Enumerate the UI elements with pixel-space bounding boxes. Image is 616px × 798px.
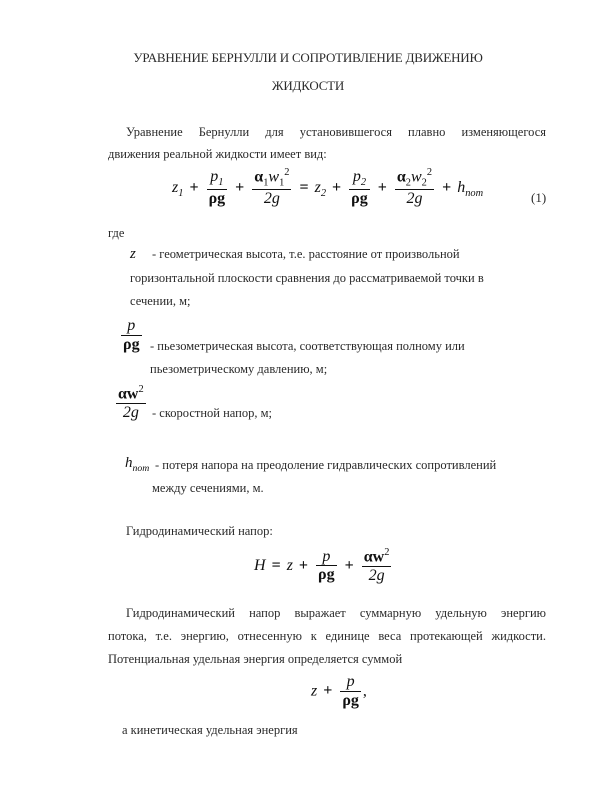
where-label: где	[108, 226, 125, 240]
def-velocity-line-1: - скоростной напор, м;	[152, 406, 272, 420]
eq1-velocity-head-1: $\frac{\alpha_1w_1^2}{2g}$	[254, 167, 290, 208]
def-velocity-symbol: $\frac{\alpha w^2}{2g}$	[118, 384, 144, 422]
hydro-head-label: Гидродинамический напор:	[126, 524, 273, 538]
bernoulli-equation	[172, 168, 483, 208]
def-z-line-2: горизонтальной плоскости сравнения до рассматриваемой точки в	[130, 271, 484, 285]
def-z-line-3: сечении, м;	[130, 294, 191, 308]
equation-number: (1)	[531, 190, 547, 205]
eq1-z2: $z_2$	[314, 178, 327, 199]
def-z-line-1: - геометрическая высота, т.е. расстояние от произвольной	[152, 247, 460, 261]
tail-line-1: а кинетическая удельная энергия	[122, 723, 298, 737]
eq1-velocity-head-2: $\frac{\alpha_2w_2^2}{2g}$	[396, 167, 433, 208]
intro-line-2: движения реальной жидкости имеет вид:	[108, 147, 327, 161]
def-pg-symbol: $\frac{p}{\rho g}$	[123, 317, 140, 353]
plus-sign: +	[442, 178, 452, 196]
plus-sign: +	[189, 178, 199, 196]
potential-energy-equation: z + $\frac{p}{\rho g}$ ,	[311, 673, 367, 709]
eq1-p2-over-rhog: $\frac{p_2}{\rho g}$	[351, 167, 368, 207]
def-pg-line-2: пьезометрическому давлению, м;	[150, 362, 328, 376]
def-h-symbol: $h_{пот}$	[125, 455, 150, 474]
def-h-line-1: - потеря напора на преодоление гидравлических сопротивлений	[155, 458, 497, 472]
title-line-2: ЖИДКОСТИ	[271, 78, 345, 93]
equals-sign: =	[299, 178, 309, 196]
title-line-1: УРАВНЕНИЕ БЕРНУЛЛИ И СОПРОТИВЛЕНИЕ ДВИЖЕНИЮ	[133, 50, 483, 65]
eq1-p1-over-rhog: $\frac{p_1}{\rho g}$	[208, 167, 226, 207]
plus-sign: +	[377, 178, 387, 196]
para2-line-1: Гидродинамический напор выражает суммарную удельную энергию	[126, 606, 546, 620]
para2-line-2: потока, т.е. энергию, отнесенную к единице веса протекающей жидкости.	[108, 629, 546, 643]
plus-sign: +	[332, 178, 342, 196]
eq1-head-loss: $h_{пот}$	[457, 178, 484, 199]
def-h-line-2: между сечениями, м.	[152, 481, 264, 495]
eq1-z1: $z_1$	[172, 178, 184, 199]
hydrodynamic-head-equation: H = z + $\frac{p}{\rho g}$ + $\frac{\alpha w^2}{2g}$	[254, 547, 390, 585]
def-z-symbol: z	[130, 246, 136, 262]
def-pg-line-1: - пьезометрическая высота, соответствующая полному или	[150, 339, 465, 353]
intro-line-1: Уравнение Бернулли для установившегося плавно изменяющегося	[126, 125, 546, 139]
para2-line-3: Потенциальная удельная энергия определяется суммой	[108, 652, 403, 666]
plus-sign: +	[235, 178, 245, 196]
